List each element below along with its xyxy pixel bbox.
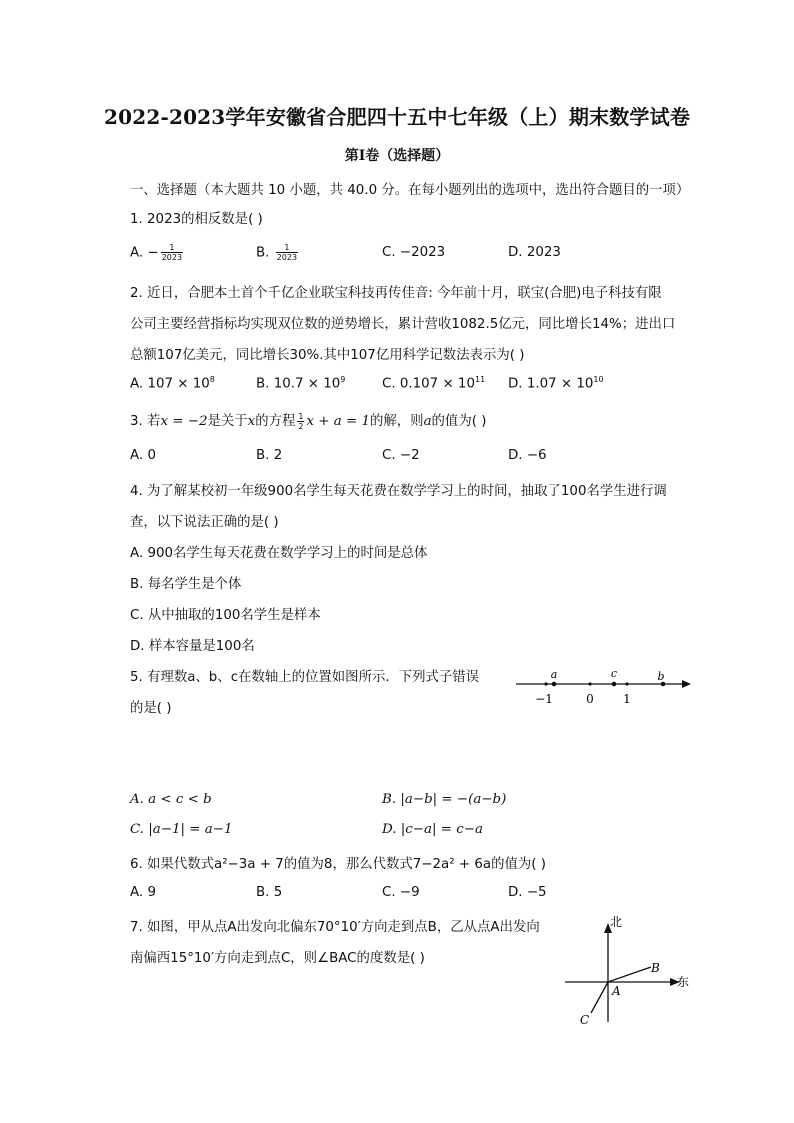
label-point-A: A: [612, 984, 621, 998]
direction-figure: [555, 912, 695, 1032]
q6-option-d: D. −5: [508, 885, 547, 900]
question-2-line-3: 总额107亿美元，同比增长30%.其中107亿用科学记数法表示为( ): [130, 348, 525, 363]
question-4-line-2: 查，以下说法正确的是( ): [130, 515, 279, 530]
q3-option-a: A. 0: [130, 448, 156, 463]
label-a: a: [550, 668, 558, 681]
label-point-B: B: [651, 961, 660, 975]
label-north: 北: [610, 915, 623, 929]
q5-option-d: D. |c−a| = c−a: [382, 822, 483, 837]
question-5-line-1: 5. 有理数a、b、c在数轴上的位置如图所示．下列式子错误: [130, 670, 480, 685]
question-6-text: 6. 如果代数式a²−3a + 7的值为8，那么代数式7−2a² + 6a的值为( ): [130, 857, 546, 872]
q4-option-d: D. 样本容量是100名: [130, 639, 255, 654]
q1-option-c: C. −2023: [382, 245, 446, 260]
q4-option-c: C. 从中抽取的100名学生是样本: [130, 608, 321, 623]
number-line-arrow-icon: [682, 680, 691, 688]
tick-neg-1: −1: [535, 692, 553, 706]
q2-option-a: A. $107 \times 10^8$: [130, 375, 215, 392]
label-c: c: [610, 667, 618, 680]
label-east: 东: [677, 975, 690, 989]
q5-option-c: C. |a−1| = a−1: [130, 822, 233, 837]
q1-option-b-label: B.: [256, 245, 270, 261]
q5-option-b: B. |a−b| = −(a−b): [382, 792, 507, 807]
q1-option-b-fraction: $\frac{1}{2023}$: [276, 243, 298, 262]
question-5-line-2: 的是( ): [130, 701, 172, 716]
q1-option-a-sign: −: [147, 245, 159, 261]
section-subtitle: 第I卷（选择题）: [344, 148, 450, 164]
question-3-text: 3. 若x = −2是关于x的方程 $\frac{1}{2}$ x + a = 1的解，则a的值为( ): [130, 411, 487, 431]
q1-option-d: D. 2023: [508, 245, 561, 260]
page-title: 2022-2023学年安徽省合肥四十五中七年级（上）期末数学试卷: [103, 105, 691, 129]
question-2-line-1: 2. 近日，合肥本土首个千亿企业联宝科技再传佳音: 今年前十月，联宝(合肥)电子科技有限: [130, 286, 662, 301]
q1-option-a: [130, 243, 185, 262]
tick-1: 1: [623, 692, 631, 706]
q1-option-a-fraction: $\frac{1}{2023}$: [161, 243, 183, 262]
q6-option-b: B. 5: [256, 885, 283, 900]
q5-option-a: A. a < c < b: [130, 792, 212, 807]
q3-option-b: B. 2: [256, 448, 283, 463]
q4-option-b: B. 每名学生是个体: [130, 577, 242, 592]
q6-option-c: C. −9: [382, 885, 420, 900]
q3-option-d: D. −6: [508, 448, 547, 463]
q6-option-a: A. 9: [130, 885, 156, 900]
question-2-line-2: 公司主要经营指标均实现双位数的逆势增长，累计营收1082.5亿元，同比增长14%；进出口: [130, 317, 676, 332]
q2-option-b: B. $10.7 \times 10^9$: [256, 375, 346, 392]
number-line-figure: [510, 662, 695, 710]
q3-option-c: C. −2: [382, 448, 420, 463]
label-b: b: [657, 670, 665, 683]
question-7-line-2: 南偏西15°10′方向走到点C，则∠BAC的度数是( ): [130, 951, 425, 966]
question-1-text: 1. 2023的相反数是( ): [130, 212, 263, 227]
q1-option-a-label: A.: [130, 245, 144, 261]
point-a: [552, 682, 557, 687]
tick-0: 0: [586, 692, 594, 706]
section-instructions: 一、选择题（本大题共 10 小题，共 40.0 分。在每小题列出的选项中，选出符合题目的一项）: [130, 183, 690, 198]
question-4-line-1: 4. 为了解某校初一年级900名学生每天花费在数学学习上的时间，抽取了100名学生进行调: [130, 484, 667, 499]
point-c: [612, 682, 617, 687]
q2-option-d: D. $1.07 \times 10^{10}$: [508, 375, 604, 392]
label-point-C: C: [580, 1013, 590, 1027]
q2-option-c: C. $0.107 \times 10^{11}$: [382, 375, 486, 392]
question-7-line-1: 7. 如图，甲从点A出发向北偏东70°10′方向走到点B，乙从点A出发向: [130, 920, 540, 935]
q4-option-a: A. 900名学生每天花费在数学学习上的时间是总体: [130, 546, 428, 561]
q1-option-b: [256, 243, 300, 262]
